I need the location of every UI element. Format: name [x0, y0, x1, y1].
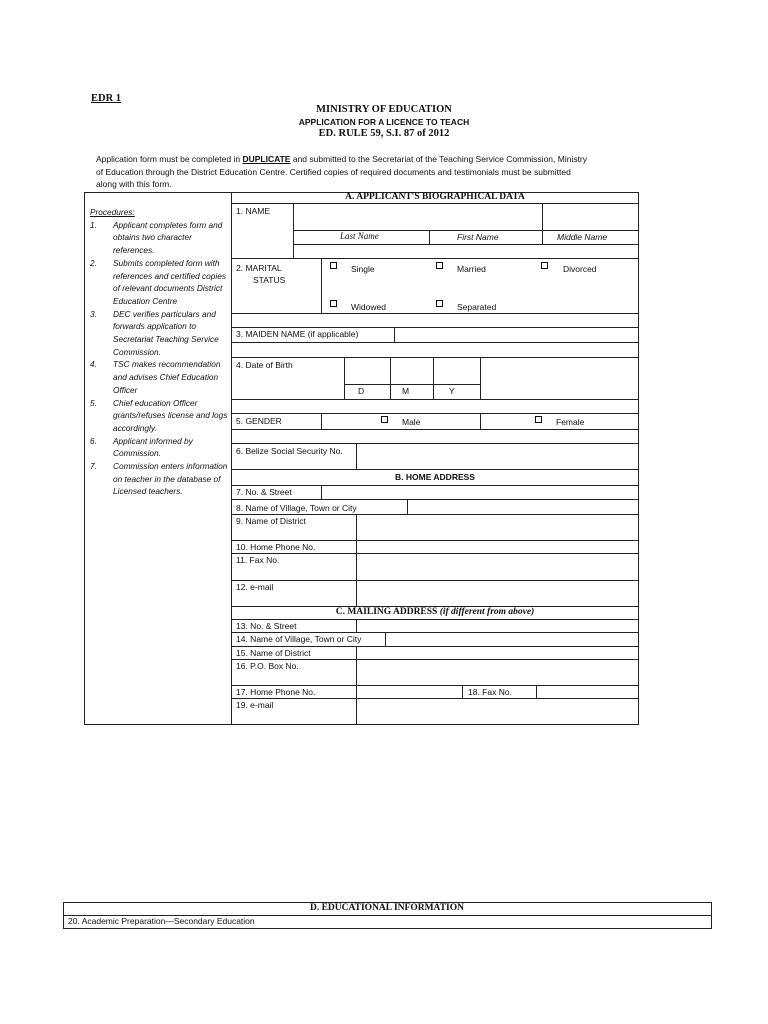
home-district-input[interactable] — [357, 515, 638, 539]
rule — [542, 230, 543, 245]
procedure-step — [90, 435, 230, 460]
separated-checkbox[interactable] — [436, 300, 443, 307]
pobox-input[interactable] — [357, 660, 638, 684]
rule — [344, 384, 480, 385]
procedures-panel — [90, 206, 230, 498]
rule — [429, 230, 430, 245]
rule — [480, 357, 481, 399]
ministry-title: MINISTRY OF EDUCATION — [316, 104, 452, 115]
rule — [231, 429, 639, 430]
rule — [231, 258, 639, 259]
procedure-step — [90, 358, 230, 396]
section-c-title-main: C. MAILING ADDRESS — [335, 607, 440, 617]
step-text: Submits completed form with references and certified copies of relevant documents District Education Centre — [113, 257, 226, 306]
mail-village-input[interactable] — [386, 633, 638, 645]
male-checkbox[interactable] — [381, 416, 388, 423]
rule — [293, 244, 639, 245]
duplicate-emphasis: DUPLICATE — [242, 154, 291, 164]
home-street-label: 7. No. & Street — [236, 487, 292, 497]
step-text: Commission enters information on teacher in the database of Licensed teachers. — [113, 461, 228, 497]
section-c-title — [231, 607, 639, 618]
maiden-name-input[interactable] — [395, 328, 638, 341]
step-number: 5. — [90, 397, 97, 408]
single-label: Single — [351, 264, 375, 274]
procedure-step — [90, 257, 230, 308]
first-name-label: First Name — [457, 232, 499, 242]
rule — [480, 413, 481, 429]
form-code: EDR 1 — [91, 93, 122, 104]
step-number: 2. — [90, 257, 97, 268]
step-text: Applicant completes form and obtains two character references. — [113, 219, 223, 256]
procedure-step — [90, 308, 230, 359]
dob-day-input[interactable] — [345, 358, 389, 383]
step-text: Applicant informed by Commission. — [113, 435, 193, 459]
home-district-label: 9. Name of District — [236, 516, 306, 526]
dob-month-label: M — [402, 386, 410, 396]
home-email-label: 12. e-mail — [236, 582, 274, 592]
middle-name-label: Middle Name — [557, 232, 608, 242]
dob-year-label: Y — [449, 386, 455, 396]
home-email-input[interactable] — [357, 581, 638, 606]
rule — [63, 928, 711, 929]
intro-paragraph — [96, 153, 641, 191]
rule — [231, 413, 639, 414]
step-text: Chief education Officer grants/refuses license and logs accordingly. — [113, 397, 228, 433]
form-bottom-border — [84, 724, 639, 725]
rule — [321, 413, 322, 429]
rule — [231, 469, 639, 470]
intro-text-1: Application form must be completed in — [96, 154, 243, 164]
rule — [711, 902, 712, 929]
mail-village-label: 14. Name of Village, Town or City — [236, 634, 362, 644]
rule — [231, 399, 639, 400]
last-name-label: Last Name — [340, 231, 379, 241]
divorced-checkbox[interactable] — [541, 262, 548, 269]
mail-street-label: 13. No. & Street — [236, 621, 297, 631]
middle-name-input[interactable] — [543, 204, 638, 229]
procedure-step — [90, 219, 230, 257]
name-label: 1. NAME — [236, 206, 271, 216]
academic-prep-label: 20. Academic Preparation—Secondary Education — [68, 916, 255, 926]
home-street-input[interactable] — [322, 486, 638, 498]
procedure-step — [90, 460, 230, 498]
rule — [231, 313, 639, 314]
gender-label: 5. GENDER — [236, 416, 282, 426]
dob-day-label: D — [358, 386, 365, 396]
first-name-input[interactable] — [430, 204, 541, 229]
form-left-border — [84, 192, 85, 725]
mail-phone-input[interactable] — [357, 686, 461, 697]
widowed-checkbox[interactable] — [330, 300, 337, 307]
home-phone-label: 10. Home Phone No. — [236, 542, 316, 552]
mail-email-input[interactable] — [357, 699, 638, 723]
last-name-input[interactable] — [294, 204, 428, 229]
marital-label: 2. MARITAL — [236, 263, 282, 273]
single-checkbox[interactable] — [330, 262, 337, 269]
step-text: TSC makes recommendation and advises Chief Education Officer — [113, 359, 221, 395]
form-title: APPLICATION FOR A LICENCE TO TEACH — [298, 117, 470, 127]
mail-district-label: 15. Name of District — [236, 648, 311, 658]
intro-line-1 — [96, 153, 641, 166]
female-label: Female — [556, 417, 585, 427]
ssn-input[interactable] — [357, 444, 638, 468]
rule — [462, 685, 463, 698]
section-b-title: B. HOME ADDRESS — [395, 472, 475, 482]
dob-label: 4. Date of Birth — [236, 360, 293, 370]
dob-month-input[interactable] — [391, 358, 432, 383]
procedure-step — [90, 397, 230, 435]
married-checkbox[interactable] — [436, 262, 443, 269]
mail-email-label: 19. e-mail — [236, 700, 274, 710]
marital-label: STATUS — [253, 275, 286, 285]
mail-fax-input[interactable] — [537, 686, 638, 697]
step-text: DEC verifies particulars and forwards application to Secretariat Teaching Service Commission. — [113, 308, 219, 357]
ssn-label: 6. Belize Social Security No. — [236, 446, 343, 456]
section-c-title-note: (if different from above) — [439, 607, 535, 617]
separated-label: Separated — [457, 302, 497, 312]
section-d-title: D. EDUCATIONAL INFORMATION — [309, 903, 465, 913]
intro-line-3: along with this form. — [96, 179, 172, 189]
male-label: Male — [402, 417, 421, 427]
widowed-label: Widowed — [351, 302, 386, 312]
home-phone-input[interactable] — [357, 541, 638, 553]
home-fax-input[interactable] — [357, 554, 638, 580]
mail-fax-label: 18. Fax No. — [468, 687, 512, 697]
rule — [231, 342, 639, 343]
home-fax-label: 11. Fax No. — [236, 555, 280, 565]
maiden-name-label: 3. MAIDEN NAME (if applicable) — [236, 329, 359, 339]
intro-text-2: and submitted to the Secretariat of the Teaching Service Commission, Ministry — [290, 154, 588, 164]
rule — [321, 258, 322, 313]
step-number: 4. — [90, 359, 97, 370]
step-number: 6. — [90, 435, 97, 446]
step-number: 7. — [90, 461, 97, 472]
home-village-label: 8. Name of Village, Town or City — [236, 503, 357, 513]
mail-street-input[interactable] — [357, 620, 638, 631]
divorced-label: Divorced — [563, 264, 597, 274]
married-label: Married — [457, 264, 486, 274]
mail-district-input[interactable] — [357, 647, 638, 659]
pobox-label: 16. P.O. Box No. — [236, 661, 299, 671]
female-checkbox[interactable] — [535, 416, 542, 423]
intro-line-2: of Education through the District Education Centre. Certified copies of required documents and testimonials must be submitted — [96, 166, 571, 177]
step-number: 1. — [90, 219, 97, 230]
section-a-title: A. APPLICANT'S BIOGRAPHICAL DATA — [345, 192, 525, 202]
step-number: 3. — [90, 308, 97, 319]
dob-year-input[interactable] — [434, 358, 479, 383]
procedures-heading: Procedures: — [90, 207, 135, 217]
rule-reference: ED. RULE 59, S.I. 87 of 2012 — [318, 128, 450, 139]
home-village-input[interactable] — [408, 500, 638, 513]
mail-phone-label: 17. Home Phone No. — [236, 687, 316, 697]
